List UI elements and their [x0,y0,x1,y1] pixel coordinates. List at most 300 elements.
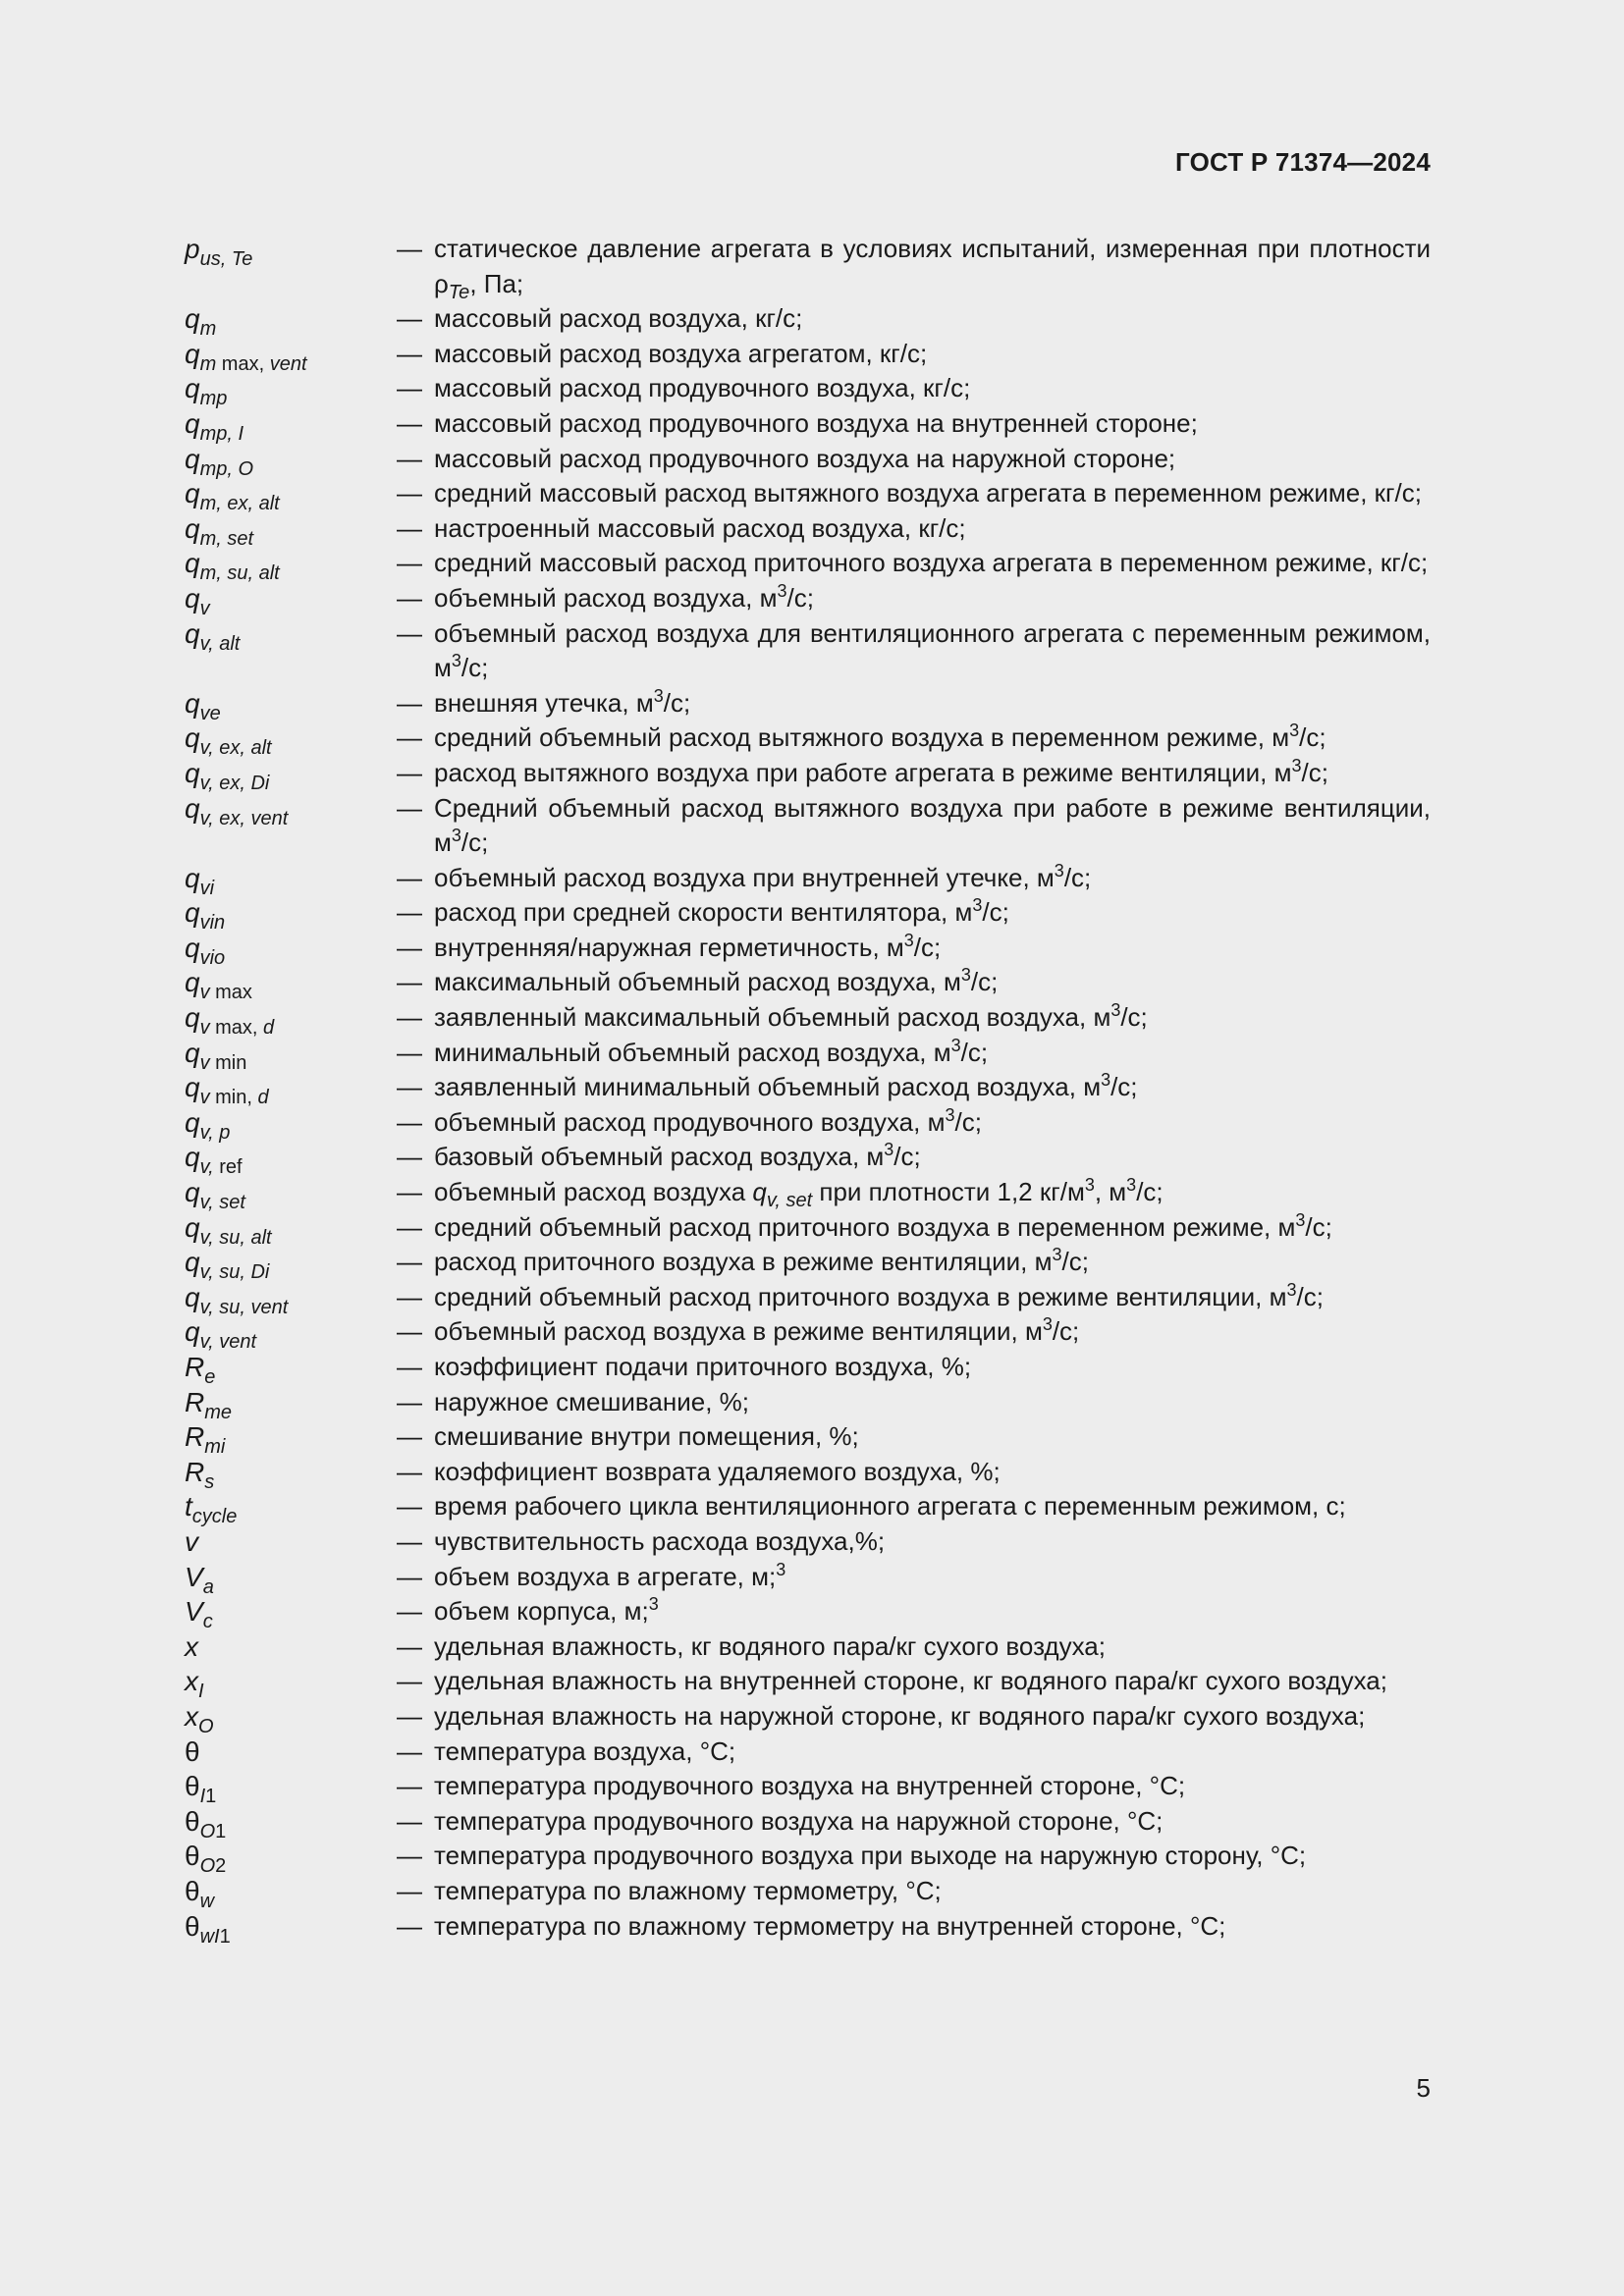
definition-row [185,1769,1431,1808]
subscript-italic: v, su, Di [199,1261,270,1284]
unit-base: м [1277,1211,1296,1242]
definition-symbol [185,791,397,827]
definition-symbol [185,1350,397,1388]
unit-tail: /с; [1120,1002,1148,1033]
definition-row [185,1314,1431,1354]
unit-base: м [1093,1002,1111,1033]
text-main: температура по влажному термометру на внутренней стороне, °С; [434,1910,1226,1941]
definition-dash: — [397,1491,422,1522]
symbol-base: q [185,512,200,544]
definition-row [185,1839,1431,1878]
subscript-italic: m, set [199,527,254,550]
text-main: температура по влажному термометру, °С; [434,1875,942,1905]
definition-symbol [185,616,397,655]
symbol-base: R [185,1352,205,1382]
text-main: объемный расход воздуха для вентиляционного агрегата с переменным режимом, [434,617,1431,648]
subscript-roman: min [209,1051,247,1074]
unit-exponent: 3 [1291,755,1302,775]
subscript-italic: I [199,1786,206,1808]
definition-row [185,930,1431,969]
definition-row [185,1070,1431,1109]
symbol-base: q [185,548,200,579]
definition-dash: — [397,967,422,997]
definition-dash: — [397,1211,422,1242]
unit-tail: /с; [913,932,942,962]
definition-row [185,442,1431,480]
symbol-subscript [200,248,253,270]
symbol-base: R [185,1421,205,1453]
text-superscript: 3 [648,1594,659,1615]
definition-row [185,1209,1431,1249]
definition-symbol [185,1070,397,1109]
symbol-base: q [185,1316,200,1348]
definition-text [434,1664,1431,1699]
symbol-base: V [185,1596,203,1628]
definition-symbol [185,1280,397,1318]
unit-exponent: 3 [1286,1279,1297,1300]
text-main: удельная влажность на наружной стороне, кг водяного пара/кг сухого воздуха; [434,1700,1366,1731]
unit-base: м [1036,862,1055,892]
unit-exponent: 3 [451,651,461,671]
unit-tail: /с; [1296,1281,1324,1311]
unit-base: м [1273,757,1292,787]
definition-dash: — [397,548,422,578]
definition-row [185,1350,1431,1388]
definition-dash: — [397,338,422,368]
definition-text [434,1699,1431,1735]
symbol-base: q [185,443,200,474]
definition-symbol [185,721,397,760]
subscript-italic: v, [199,1156,214,1179]
text-main: объем воздуха в агрегате, м [434,1561,769,1591]
symbol-base: q [185,1177,200,1208]
text-superscript: 3 [776,1559,786,1579]
unit-base: м [1109,1177,1127,1207]
subscript-italic: v, ex, Di [199,772,270,794]
unit-exponent: 3 [1289,721,1300,741]
unit-tail: /с; [1110,1072,1138,1102]
definition-symbol [185,546,397,585]
subscript-italic: v [199,1051,210,1074]
unit-exponent: 3 [777,580,787,601]
subscript-italic: v [199,982,210,1004]
definition-dash: — [397,722,422,753]
text-main: объемный расход воздуха в режиме вентиляции, [434,1316,1025,1347]
definition-symbol [185,895,397,934]
definition-symbol [185,371,397,410]
definition-dash: — [397,1630,422,1661]
text-superscript: 3 [1084,1175,1095,1196]
definition-dash: — [397,1106,422,1137]
subscript-italic: me [204,1401,233,1423]
symbol-base: q [185,1002,200,1034]
definition-dash: — [397,1910,422,1941]
text-main: температура продувочного воздуха на внутренней стороне, °С; [434,1771,1186,1801]
text-main: объемный расход воздуха при внутренней утечке, [434,862,1037,892]
symbol-base: q [185,1247,200,1278]
unit-base: м [954,897,973,928]
unit-base: м [1269,1281,1287,1311]
definition-dash: — [397,1421,422,1452]
definition-symbol [185,861,397,899]
text-main: массовый расход продувочного воздуха на наружной стороне; [434,443,1176,473]
definition-symbol [185,1036,397,1074]
text-main: удельная влажность, кг водяного пара/кг сухого воздуха; [434,1630,1106,1661]
definition-text [434,581,1431,616]
definition-dash: — [397,1841,422,1871]
definition-text [434,511,1431,547]
definition-symbol [185,756,397,794]
unit-base: м [933,1037,951,1067]
text-after: , [1094,1177,1110,1207]
subscript-roman: 1 [215,1820,227,1842]
unit-exponent: 3 [1295,1209,1306,1230]
unit-exponent: 3 [451,826,461,846]
definition-dash: — [397,897,422,928]
unit-base: м [434,828,452,858]
definition-text [434,1140,1431,1175]
definition-dash: — [397,303,422,334]
definition-row [185,721,1431,760]
definition-symbol [185,1455,397,1493]
subscript-italic: v, ex, vent [199,807,289,829]
definition-text [434,1105,1431,1141]
symbol-base: x [185,1700,198,1732]
unit-tail: /с; [982,897,1009,928]
definition-symbol [185,232,397,270]
subscript-italic: v, p [199,1121,231,1144]
definition-symbol [185,1245,397,1284]
definition-symbol [185,1210,397,1249]
definition-dash: — [397,1875,422,1905]
definition-row [185,1735,1431,1770]
text-main: объемный расход воздуха [434,1177,753,1207]
definition-dash: — [397,1281,422,1311]
symbol-base: q [185,582,200,614]
definition-row [185,406,1431,445]
definition-symbol [185,511,397,550]
text-main: наружное смешивание, %; [434,1386,750,1416]
definition-symbol [185,1000,397,1040]
unit-exponent: 3 [1101,1070,1111,1091]
symbol-base: q [185,1072,200,1103]
text-main: средний объемный расход приточного воздуха в переменном режиме, [434,1211,1278,1242]
definition-dash: — [397,373,422,403]
definition-text [434,1594,1431,1629]
text-main: объемный расход воздуха, [434,582,760,613]
subscript-italic: vin [199,912,226,934]
definition-text [434,1735,1431,1770]
unit-base: м [866,1142,885,1172]
definition-dash: — [397,1177,422,1207]
subscript-roman: min, [209,1087,252,1109]
subscript-italic: c [202,1611,213,1633]
definition-text [434,1455,1431,1490]
definition-symbol [185,1140,397,1179]
definition-dash: — [397,1386,422,1416]
definition-symbol [185,1804,397,1840]
definition-text [434,1419,1431,1455]
definition-symbol [185,1699,397,1735]
unit-base: м [1083,1072,1102,1102]
definition-dash: — [397,687,422,718]
definition-symbol [185,1874,397,1912]
definition-text [434,1280,1431,1315]
definition-row [185,1629,1431,1665]
symbol-base: q [185,373,200,404]
definition-dash: — [397,512,422,543]
definition-text [434,756,1431,791]
unit-tail: /с; [1305,1211,1332,1242]
definition-text [434,1385,1431,1420]
subscript-italic: wI [199,1925,220,1948]
unit-exponent: 3 [1042,1314,1053,1335]
text-main: массовый расход продувочного воздуха, кг/с; [434,373,971,403]
definition-text [434,1874,1431,1909]
definition-text [434,301,1431,337]
text-main: объемный расход продувочного воздуха, [434,1106,928,1137]
definition-symbol [185,301,397,341]
definition-row [185,1385,1431,1423]
symbol-subscript [200,1926,231,1948]
definition-symbol [185,1524,397,1560]
definition-text [434,791,1431,861]
definition-symbol [185,581,397,619]
definition-row [185,1594,1431,1633]
text-main: расход вытяжного воздуха при работе агрегата в режиме вентиляции, [434,757,1274,787]
unit-base: м [434,653,452,683]
subscript-italic: d [251,1087,269,1109]
subscript-roman: 2 [215,1855,227,1878]
subscript-roman: max, [216,352,265,375]
definition-symbol [185,931,397,969]
definition-text [434,1839,1431,1874]
subscript-italic: O [199,1855,216,1878]
definition-text [434,931,1431,966]
subscript-italic: O [198,1715,214,1737]
definition-dash: — [397,1072,422,1102]
definition-dash: — [397,407,422,438]
definition-text [434,406,1431,442]
definition-text [434,895,1431,931]
definition-text [434,546,1431,581]
subscript-italic: m [199,318,217,341]
definition-row [185,1804,1431,1840]
subscript-italic: vio [199,946,226,969]
definition-dash: — [397,1666,422,1696]
definition-row [185,1489,1431,1528]
subscript-roman: 1 [205,1786,217,1808]
unit-base: м [759,582,778,613]
subscript-italic: vi [199,877,215,899]
definition-symbol [185,1385,397,1423]
text-main: расход при средней скорости вентилятора, [434,897,955,928]
symbol-subscript [200,633,241,655]
subscript-italic: mp, O [199,457,254,480]
text-subscript: v, set [766,1190,813,1212]
symbol-base: θ [185,1841,200,1872]
definitions-list [185,232,1431,1948]
subscript-italic: mp, I [199,422,244,445]
definition-dash: — [397,1700,422,1731]
text-after: ; [769,1561,777,1591]
definition-text [434,965,1431,1000]
unit-exponent: 3 [653,685,664,706]
definition-row [185,1104,1431,1144]
symbol-base: q [185,303,200,335]
definition-row [185,232,1431,301]
symbol-subscript [200,808,289,829]
subscript-italic: a [202,1575,214,1598]
definition-dash: — [397,1247,422,1277]
text-main: статическое давление агрегата в условиях испытаний, измеренная при плотности ρ [434,234,1431,298]
definition-dash: — [397,1352,422,1381]
unit-exponent: 3 [945,1104,955,1125]
definition-dash: — [397,582,422,613]
definition-text [434,1210,1431,1246]
symbol-base: q [185,1211,200,1243]
unit-exponent: 3 [903,930,914,950]
text-subscript: Te [448,281,470,303]
text-main: заявленный максимальный объемный расход воздуха, [434,1002,1094,1033]
definition-text [434,686,1431,721]
definition-row [185,1455,1431,1493]
definition-text [434,1245,1431,1280]
text-after: при плотности 1,2 кг/м [812,1177,1085,1207]
unit-tail: /с; [960,1037,989,1067]
unit-exponent: 3 [1054,860,1064,881]
subscript-italic: v, ex, alt [199,737,272,760]
definition-text [434,1314,1431,1350]
symbol-base: q [185,617,200,649]
text-main: коэффициент возврата удаляемого воздуха, %; [434,1456,1001,1486]
definition-dash: — [397,1561,422,1591]
definition-row [185,895,1431,934]
definition-row [185,1140,1431,1179]
definition-dash: — [397,1805,422,1836]
definition-symbol [185,965,397,1004]
symbol-base: x [185,1630,198,1662]
text-main: смешивание внутри помещения, %; [434,1421,859,1452]
text-main: коэффициент подачи приточного воздуха, %; [434,1352,972,1381]
symbol-base: v [185,1525,198,1557]
definition-symbol [185,1909,397,1948]
definition-dash: — [397,792,422,823]
subscript-italic: v, vent [199,1331,257,1354]
definition-dash: — [397,1596,422,1627]
definition-row [185,1175,1431,1214]
definition-row [185,965,1431,1004]
definition-dash: — [397,1142,422,1172]
symbol-base: p [185,234,200,264]
definition-text [434,616,1431,686]
subscript-italic: ve [199,702,221,724]
definition-row [185,1279,1431,1318]
document-header: ГОСТ Р 71374—2024 [1175,147,1431,177]
unit-exponent: 3 [960,965,971,986]
definition-symbol [185,476,397,515]
definition-symbol [185,1629,397,1665]
definition-symbol [185,1735,397,1770]
definition-row [185,1524,1431,1560]
symbol-base: q [185,722,200,754]
definition-row [185,476,1431,515]
text-main: Средний объемный расход вытяжного воздуха при работе в режиме вентиляции, [434,792,1431,823]
symbol-base: q [185,967,200,998]
text-main: средний объемный расход вытяжного воздуха в переменном режиме, [434,722,1272,753]
unit-tail: /с; [970,967,999,997]
unit-exponent: 3 [884,1140,894,1160]
subscript-italic: I [198,1681,204,1703]
unit-tail: /с; [1299,722,1326,753]
definition-row [185,1909,1431,1948]
definition-symbol [185,1419,397,1459]
definition-text [434,1769,1431,1804]
symbol-base: q [185,862,200,893]
definition-symbol [185,1594,397,1633]
definition-text [434,1350,1431,1385]
symbol-base: q [185,338,200,369]
definition-dash: — [397,1002,422,1033]
text-main: внешняя утечка, [434,687,636,718]
symbol-base: θ [185,1875,200,1906]
definition-row [185,301,1431,341]
definition-text [434,721,1431,756]
unit-tail: /с; [893,1142,921,1172]
text-main: температура продувочного воздуха при выходе на наружную сторону, °С; [434,1841,1307,1871]
definition-symbol [185,686,397,724]
definition-row [185,860,1431,899]
definition-dash: — [397,234,422,263]
text-main: массовый расход воздуха, кг/с; [434,303,803,334]
text-main: объем корпуса, м [434,1596,642,1627]
page-number: 5 [1416,2073,1431,2103]
definition-symbol [185,406,397,445]
symbol-base: q [185,687,200,719]
text-main: температура продувочного воздуха на наружной стороне, °С; [434,1805,1164,1836]
definition-dash: — [397,1456,422,1486]
definition-symbol [185,337,397,375]
definition-row [185,546,1431,585]
definition-dash: — [397,478,422,508]
subscript-italic: v [199,1017,210,1040]
definition-text [434,1000,1431,1036]
text-main: максимальный объемный расход воздуха, [434,967,944,997]
unit-base: м [1034,1247,1053,1277]
unit-base: м [1024,1316,1043,1347]
unit-tail: /с; [1136,1177,1164,1207]
definition-symbol [185,1560,397,1598]
symbol-base: q [185,1281,200,1312]
text-main: массовый расход воздуха агрегатом, кг/с; [434,338,928,368]
text-main: расход приточного воздуха в режиме вентиляции, [434,1247,1035,1277]
unit-base: м [927,1106,946,1137]
definition-symbol [185,1839,397,1878]
symbol-base: x [185,1666,198,1697]
symbol-base: q [185,757,200,788]
definition-symbol [185,1489,397,1528]
definition-text [434,1804,1431,1840]
text-main: время рабочего цикла вентиляционного агрегата с переменным режимом, с; [434,1491,1346,1522]
subscript-italic: v, alt [199,632,241,655]
definition-text [434,1175,1431,1210]
unit-tail: /с; [1063,862,1092,892]
definition-symbol [185,1105,397,1144]
definition-symbol [185,1314,397,1354]
text-main: базовый объемный расход воздуха, [434,1142,867,1172]
subscript-italic: v, su, alt [199,1226,272,1249]
text-after: ; [641,1596,649,1627]
